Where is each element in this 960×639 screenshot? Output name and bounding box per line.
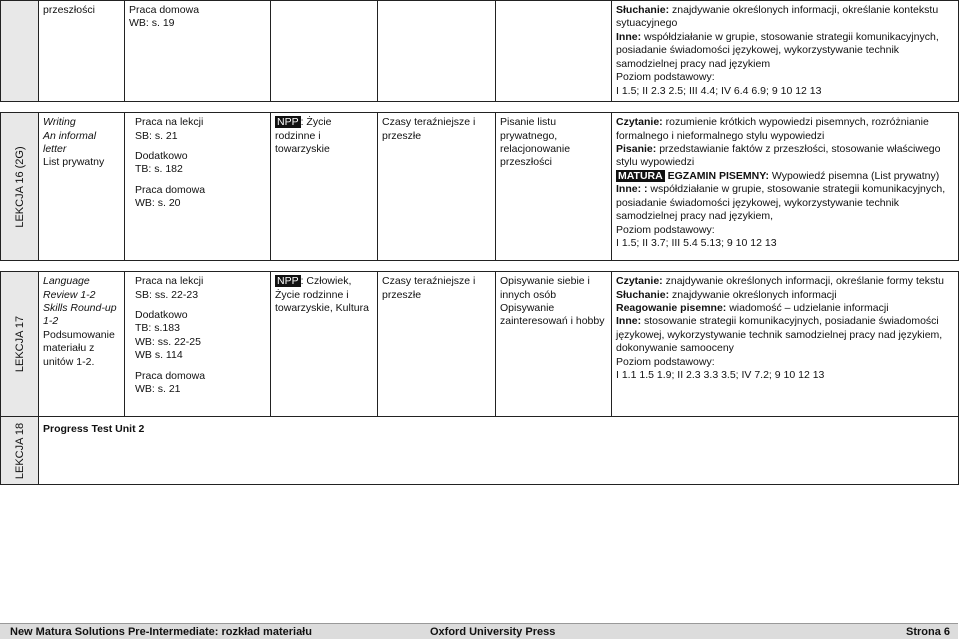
matura-badge: MATURA	[618, 169, 663, 182]
level-label: Poziom podstawowy:	[616, 71, 715, 84]
skill-line: Słuchanie: znajdywanie określonych informacji, określanie kontekstu sytuacyjnego	[616, 4, 939, 30]
topic-cell	[39, 1, 125, 102]
level-value: I 1.5; II 2.3 2.5; III 4.4; IV 6.4 6.9; 9 10 12 13	[616, 84, 822, 97]
material-cell	[125, 1, 271, 102]
lesson-label: LEKCJA 18	[13, 422, 26, 479]
topic-cell: Language Review 1-2 Skills Round-up 1-2 Podsumowanie materiału z unitów 1-2.	[39, 272, 125, 417]
grammar-cell: Czasy teraźniejsze i przeszłe	[378, 272, 496, 417]
page-footer	[0, 623, 958, 639]
progress-test-cell	[39, 417, 959, 485]
grammar-cell	[378, 1, 496, 102]
material-label: Praca domowa	[129, 4, 200, 16]
lesson-label-cell	[1, 272, 39, 417]
row-continuation	[1, 1, 959, 102]
row-spacer	[1, 261, 959, 272]
vocab-cell: NPP : Życie rodzinne i towarzyskie	[271, 113, 378, 261]
vocab-cell	[271, 1, 378, 102]
vocab-cell: NPP : Człowiek, Życie rodzinne i towarzyskie, Kultura	[271, 272, 378, 417]
npp-badge: NPP	[277, 116, 299, 129]
skill-line: Inne: współdziałanie w grupie, stosowanie strategii komunikacyjnych, posiadanie świadomości językowej, wykorzystywanie technik samodzielnej pracy nad językiem	[616, 30, 939, 70]
lesson-label-cell	[1, 417, 39, 485]
row-lekcja-17	[1, 272, 959, 417]
progress-test-text: Progress Test Unit 2	[43, 423, 145, 436]
footer-publisher: Oxford University Press	[430, 625, 556, 638]
lesson-label: LEKCJA 17	[13, 315, 26, 373]
function-cell: Pisanie listu prywatnego, relacjonowanie przeszłości	[496, 113, 612, 261]
topic-text: przeszłości	[43, 4, 95, 16]
row-lekcja-18	[1, 417, 959, 485]
grammar-cell: Czasy teraźniejsze i przeszłe	[378, 113, 496, 261]
topic-cell: Writing An informal letter List prywatny	[39, 113, 125, 261]
function-cell	[496, 1, 612, 102]
lesson-label-cell	[1, 113, 39, 261]
material-cell: Praca na lekcji SB: s. 21 Dodatkowo TB: s. 182 Praca domowa WB: s. 20	[125, 113, 271, 261]
footer-page-number: Strona 6	[905, 625, 950, 638]
npp-badge: NPP	[277, 275, 299, 288]
footer-title: New Matura Solutions Pre-Intermediate: rozkład materiału	[10, 625, 312, 638]
material-ref: WB: s. 19	[129, 17, 175, 30]
lesson-label-cell	[1, 1, 39, 102]
function-cell: Opisywanie siebie i innych osób Opisywanie zainteresowań i hobby	[496, 272, 612, 417]
row-spacer	[1, 102, 959, 113]
lesson-label: LEKCJA 16 (2G)	[13, 145, 26, 228]
skills-cell: Czytanie: znajdywanie określonych informacji, określanie formy tekstu Słuchanie: znajdywanie określonych informacji Reagowanie pisemne: wiadomość – udzielanie informacji Inne: stosowanie strategii komunikacyjnych, posiadanie świadomości językowej, wykorzystywanie technik samodzielnej pracy nad językiem, dokonywanie samooceny Poziom podstawowy: I 1.1 1.5 1.9; II 2.3 3.3 3.5; IV 7.2; 9 10 12 13	[612, 272, 959, 417]
material-cell: Praca na lekcji SB: ss. 22-23 Dodatkowo TB: s.183 WB: ss. 22-25 WB s. 114 Praca domowa WB: s. 21	[125, 272, 271, 417]
skills-cell	[612, 1, 959, 102]
row-lekcja-16	[1, 113, 959, 261]
skills-cell: Czytanie: rozumienie krótkich wypowiedzi pisemnych, rozróżnianie formalnego i nieformalnego stylu wypowiedzi Pisanie: przedstawianie faktów z przeszłości, stosowanie właściwego stylu wypowiedzi MATURA EGZAMIN PISEMNY: Wypowiedź pisemna (List prywatny) Inne: : współdziałanie w grupie, stosowanie strategii komunikacyjnych, posiadanie świadomości językowej, wykorzystywanie technik samodzielnej pracy nad językiem, Poziom podstawowy: I 1.5; II 3.7; III 5.4 5.13; 9 10 12 13	[612, 113, 959, 261]
